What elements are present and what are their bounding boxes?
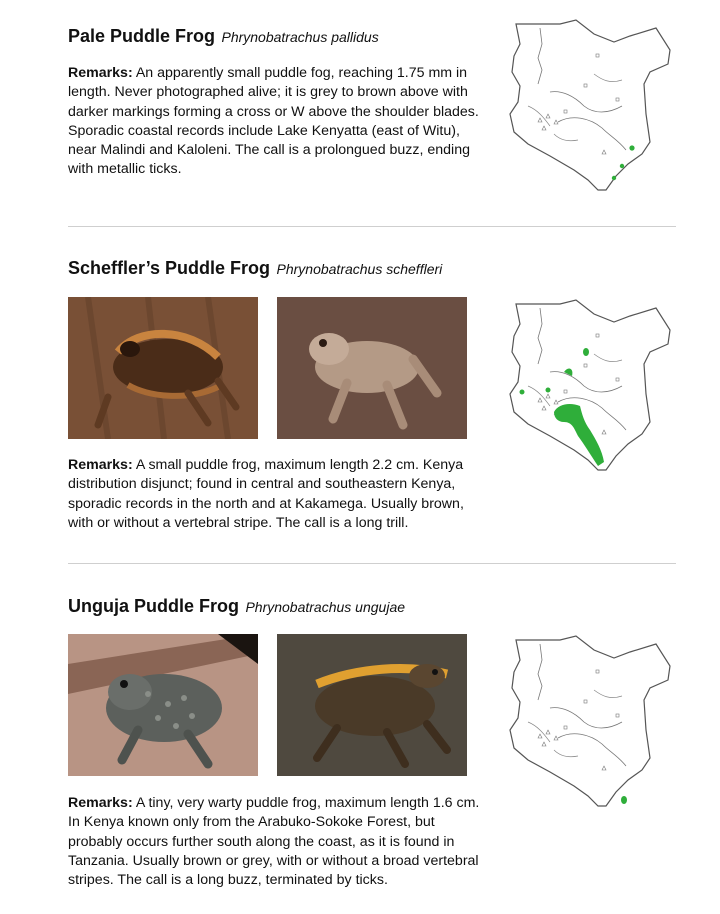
range-point <box>629 145 634 150</box>
kenya-distribution-map <box>498 14 678 194</box>
range-point <box>546 388 551 393</box>
section-divider <box>68 226 676 227</box>
frog-photo <box>68 297 258 439</box>
remarks-text: An apparently small puddle fog, reaching 1.75 mm in length. Never photographed alive; it is grey to brown above with darker markings forming a cross or W above the shoulder blades. Sporadic coastal records include Lake Kenyatta (east of Witu), near Malindi and Kaloleni. The call is a prolongued buzz, ending with metallic ticks. <box>68 65 479 178</box>
species-title <box>68 258 442 279</box>
section-divider <box>68 563 676 564</box>
frog-photo <box>277 297 467 439</box>
kenya-distribution-map <box>498 630 678 810</box>
remarks-label: Remarks: <box>68 795 133 811</box>
remarks-text: A small puddle frog, maximum length 2.2 cm. Kenya distribution disjunct; found in central and southeastern Kenya, sporadic records in the north and at Kakamega. Usually brown, with or without a vertebral stripe. The call is a long trill. <box>68 457 464 531</box>
range-point <box>620 164 624 168</box>
kenya-distribution-map <box>498 294 678 474</box>
range-point <box>612 176 616 180</box>
common-name: Scheffler’s Puddle Frog <box>68 258 271 278</box>
range-point <box>583 348 589 356</box>
frog-photo <box>68 634 258 776</box>
range-point <box>621 796 627 804</box>
species-title <box>68 596 405 617</box>
remarks-label: Remarks: <box>68 65 133 81</box>
scientific-name: Phrynobatrachus scheffleri <box>276 261 443 277</box>
scientific-name: Phrynobatrachus pallidus <box>221 29 379 45</box>
remarks-paragraph <box>68 794 488 890</box>
species-title <box>68 26 379 47</box>
frog-photo <box>277 634 467 776</box>
range-point <box>520 390 525 395</box>
remarks-text: A tiny, very warty puddle frog, maximum length 1.6 cm. In Kenya known only from the Arabuko-Sokoke Forest, but probably occurs further south along the coast, as it is found in Tanzania. Usually brown or grey, with or without a broad vertebral stripes. The call is a long buzz, terminated by ticks. <box>68 795 480 889</box>
remarks-paragraph <box>68 64 488 180</box>
scientific-name: Phrynobatrachus ungujae <box>245 599 406 615</box>
common-name: Unguja Puddle Frog <box>68 596 239 616</box>
remarks-paragraph <box>68 456 488 533</box>
common-name: Pale Puddle Frog <box>68 26 216 46</box>
remarks-label: Remarks: <box>68 457 133 473</box>
